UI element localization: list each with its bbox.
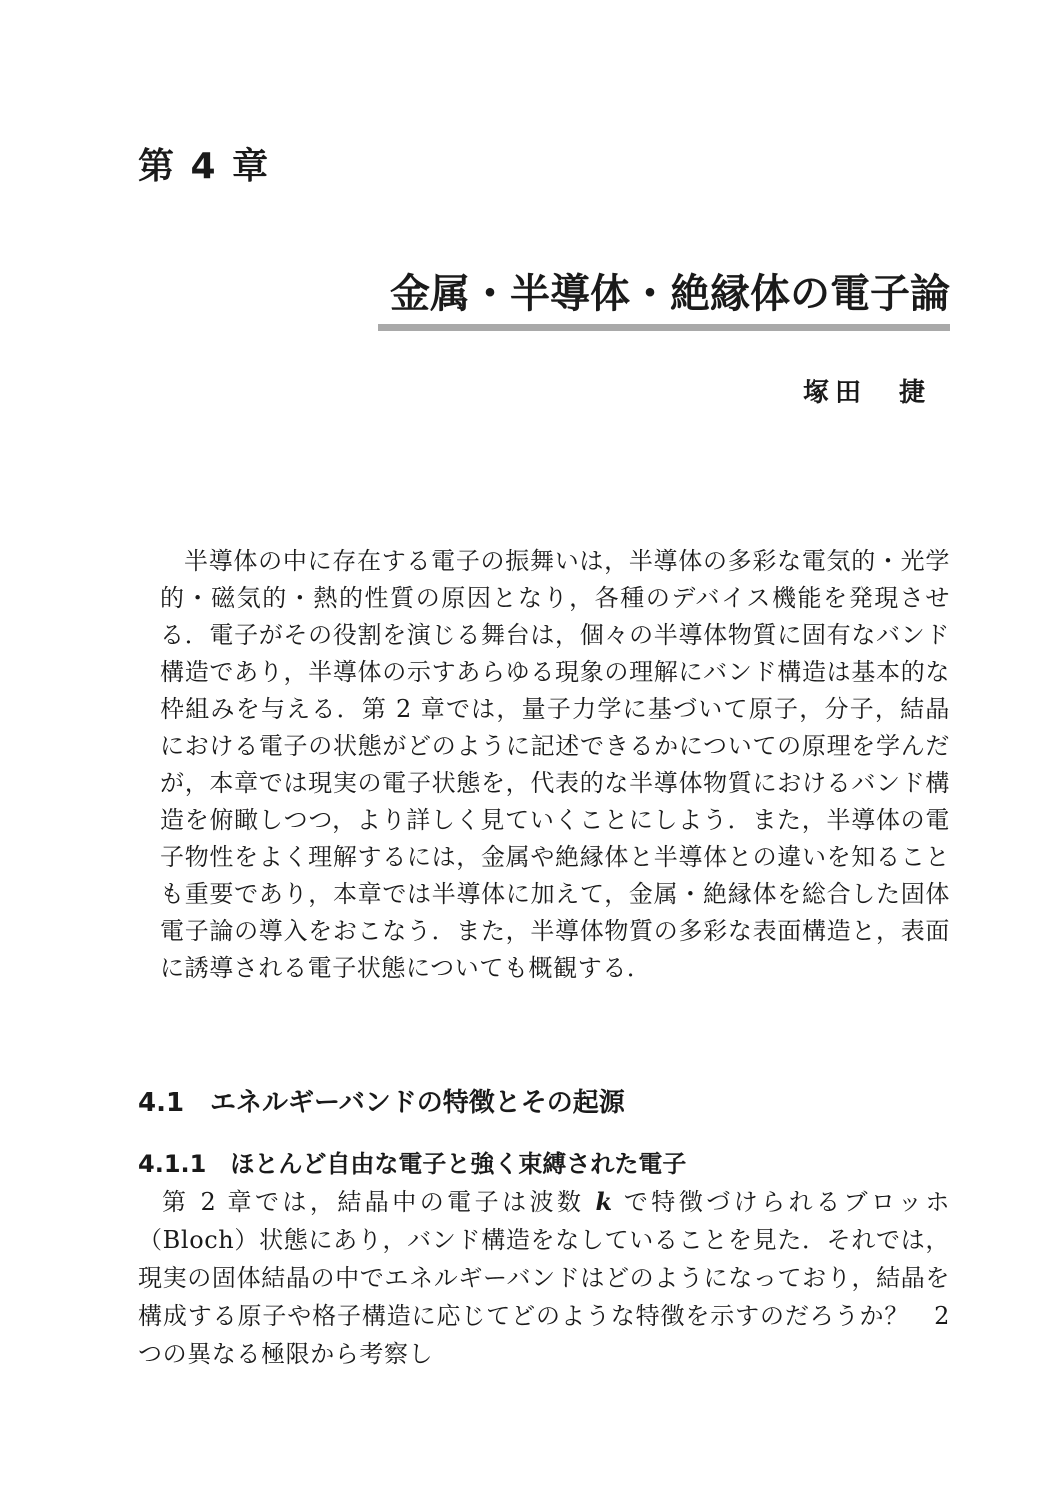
chapter-number: 第 4 章 xyxy=(138,146,271,187)
section-heading: 4.1 エネルギーバンドの特徴とその起源 xyxy=(138,1088,625,1118)
title-underline xyxy=(378,324,950,331)
chapter-title-block xyxy=(378,270,950,331)
chapter-title: 金属・半導体・絶縁体の電子論 xyxy=(390,271,950,317)
body-text-part-1: 第 2 章では，結晶中の電子は波数 xyxy=(162,1188,596,1216)
chapter-abstract: 半導体の中に存在する電子の振舞いは，半導体の多彩な電気的・光学的・磁気的・熱的性質の原因となり，各種のデバイス機能を発現させる．電子がその役割を演じる舞台は，個々の半導体物質に固有なバンド構造であり，半導体の示すあらゆる現象の理解にバンド構造は基本的な枠組みを与える．第 2 章では，量子力学に基づいて原子，分子，結晶における電子の状態がどのように記述できるかについての原理を学んだが，本章では現実の電子状態を，代表的な半導体物質におけるバンド構造を俯瞰しつつ，より詳しく見ていくことにしよう．また，半導体の電子物性をよく理解するには，金属や絶縁体と半導体との違いを知ることも重要であり，本章では半導体に加えて，金属・絶縁体を総合した固体電子論の導入をおこなう．また，半導体物質の多彩な表面構造と，表面に誘導される電子状態についても概観する． xyxy=(160,547,950,982)
body-paragraph xyxy=(138,1183,950,1373)
wavevector-symbol: k xyxy=(595,1187,613,1216)
body-text-part-2: で特徴づけられるブロッホ（Bloch）状態にあり，バンド構造をなしていることを見た．それでは，現実の固体結晶の中でエネルギーバンドはどのようになっており，結晶を構成する原子や格子構造に応じてどのような特徴を示すのだろうか？ 2 つの異なる極限から考察し xyxy=(138,1188,950,1368)
author-name: 塚田 捷 xyxy=(802,378,931,408)
subsection-heading: 4.1.1 ほとんど自由な電子と強く束縛された電子 xyxy=(138,1150,687,1178)
